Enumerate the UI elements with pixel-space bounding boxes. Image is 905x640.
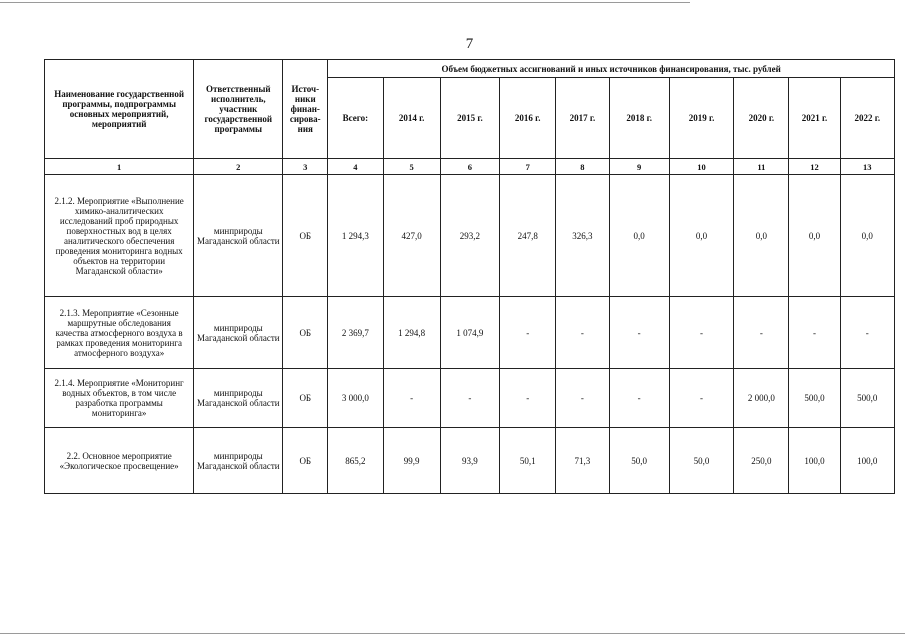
value-2018: -	[609, 297, 669, 369]
header-responsible: Ответственный исполнитель, участник государственной программы	[194, 60, 283, 159]
value-2019: 50,0	[669, 428, 733, 494]
value-2014: 1 294,8	[383, 297, 440, 369]
column-number: 9	[609, 159, 669, 175]
value-2022: 500,0	[840, 369, 894, 428]
header-name: Наименование государственной программы, подпрограммы основных мероприятий, мероприятий	[45, 60, 194, 159]
value-2017: -	[556, 297, 609, 369]
value-2017: 326,3	[556, 175, 609, 297]
value-2016: 50,1	[500, 428, 556, 494]
column-number: 2	[194, 159, 283, 175]
value-2017: -	[556, 369, 609, 428]
value-2018: 50,0	[609, 428, 669, 494]
column-number-row	[45, 159, 895, 175]
column-number: 5	[383, 159, 440, 175]
table-row	[45, 369, 895, 428]
header-volume: Объем бюджетных ассигнований и иных источников финансирования, тыс. рублей	[328, 60, 895, 78]
value-2016: -	[500, 297, 556, 369]
responsible-executor: минприроды Магаданской области	[194, 297, 283, 369]
header-year: 2015 г.	[440, 78, 499, 159]
value-2016: -	[500, 369, 556, 428]
responsible-executor: минприроды Магаданской области	[194, 369, 283, 428]
value-total: 2 369,7	[328, 297, 383, 369]
top-rule	[0, 2, 690, 3]
value-2019: -	[669, 297, 733, 369]
value-2019: -	[669, 369, 733, 428]
funding-table	[44, 59, 895, 494]
column-number: 1	[45, 159, 194, 175]
header-year: 2018 г.	[609, 78, 669, 159]
responsible-executor: минприроды Магаданской области	[194, 175, 283, 297]
column-number: 13	[840, 159, 894, 175]
column-number: 3	[283, 159, 328, 175]
value-2015: -	[440, 369, 499, 428]
column-number: 7	[500, 159, 556, 175]
column-number: 10	[669, 159, 733, 175]
value-2022: 100,0	[840, 428, 894, 494]
funding-source: ОБ	[283, 428, 328, 494]
value-2021: 100,0	[789, 428, 840, 494]
value-2015: 93,9	[440, 428, 499, 494]
column-number: 6	[440, 159, 499, 175]
activity-name: 2.1.4. Мероприятие «Мониторинг водных объектов, в том числе разработка программы мониторинга»	[45, 369, 194, 428]
table-row	[45, 428, 895, 494]
value-2014: 427,0	[383, 175, 440, 297]
column-number: 12	[789, 159, 840, 175]
header-year: 2017 г.	[556, 78, 609, 159]
responsible-executor: минприроды Магаданской области	[194, 428, 283, 494]
header-year: Всего:	[328, 78, 383, 159]
funding-source: ОБ	[283, 369, 328, 428]
value-2019: 0,0	[669, 175, 733, 297]
header-year: 2020 г.	[734, 78, 789, 159]
table-row	[45, 297, 895, 369]
value-2021: 500,0	[789, 369, 840, 428]
header-row-top	[45, 60, 895, 78]
activity-name: 2.1.3. Мероприятие «Сезонные маршрутные обследования качества атмосферного воздуха в рамках проведения мониторинга атмосферного воздуха»	[45, 297, 194, 369]
header-source: Источ-ники финан-сирова-ния	[283, 60, 328, 159]
value-2014: 99,9	[383, 428, 440, 494]
header-year: 2022 г.	[840, 78, 894, 159]
header-year: 2019 г.	[669, 78, 733, 159]
value-total: 3 000,0	[328, 369, 383, 428]
value-2021: -	[789, 297, 840, 369]
value-2021: 0,0	[789, 175, 840, 297]
value-2020: 2 000,0	[734, 369, 789, 428]
value-2022: 0,0	[840, 175, 894, 297]
header-year: 2014 г.	[383, 78, 440, 159]
value-2022: -	[840, 297, 894, 369]
table-row	[45, 175, 895, 297]
funding-source: ОБ	[283, 297, 328, 369]
value-2020: 0,0	[734, 175, 789, 297]
value-2015: 1 074,9	[440, 297, 499, 369]
column-number: 4	[328, 159, 383, 175]
value-total: 1 294,3	[328, 175, 383, 297]
value-2018: 0,0	[609, 175, 669, 297]
value-total: 865,2	[328, 428, 383, 494]
column-number: 11	[734, 159, 789, 175]
activity-name: 2.1.2. Мероприятие «Выполнение химико-аналитических исследований проб природных поверхностных вод в целях аналитического обеспечения проведения мониторинга водных объектов на территории Магаданской области»	[45, 175, 194, 297]
funding-source: ОБ	[283, 175, 328, 297]
value-2015: 293,2	[440, 175, 499, 297]
bottom-rule	[0, 633, 905, 634]
activity-name: 2.2. Основное мероприятие «Экологическое просвещение»	[45, 428, 194, 494]
value-2016: 247,8	[500, 175, 556, 297]
page-number: 7	[465, 36, 474, 52]
value-2020: -	[734, 297, 789, 369]
value-2017: 71,3	[556, 428, 609, 494]
value-2014: -	[383, 369, 440, 428]
header-year: 2016 г.	[500, 78, 556, 159]
value-2018: -	[609, 369, 669, 428]
column-number: 8	[556, 159, 609, 175]
value-2020: 250,0	[734, 428, 789, 494]
header-year: 2021 г.	[789, 78, 840, 159]
